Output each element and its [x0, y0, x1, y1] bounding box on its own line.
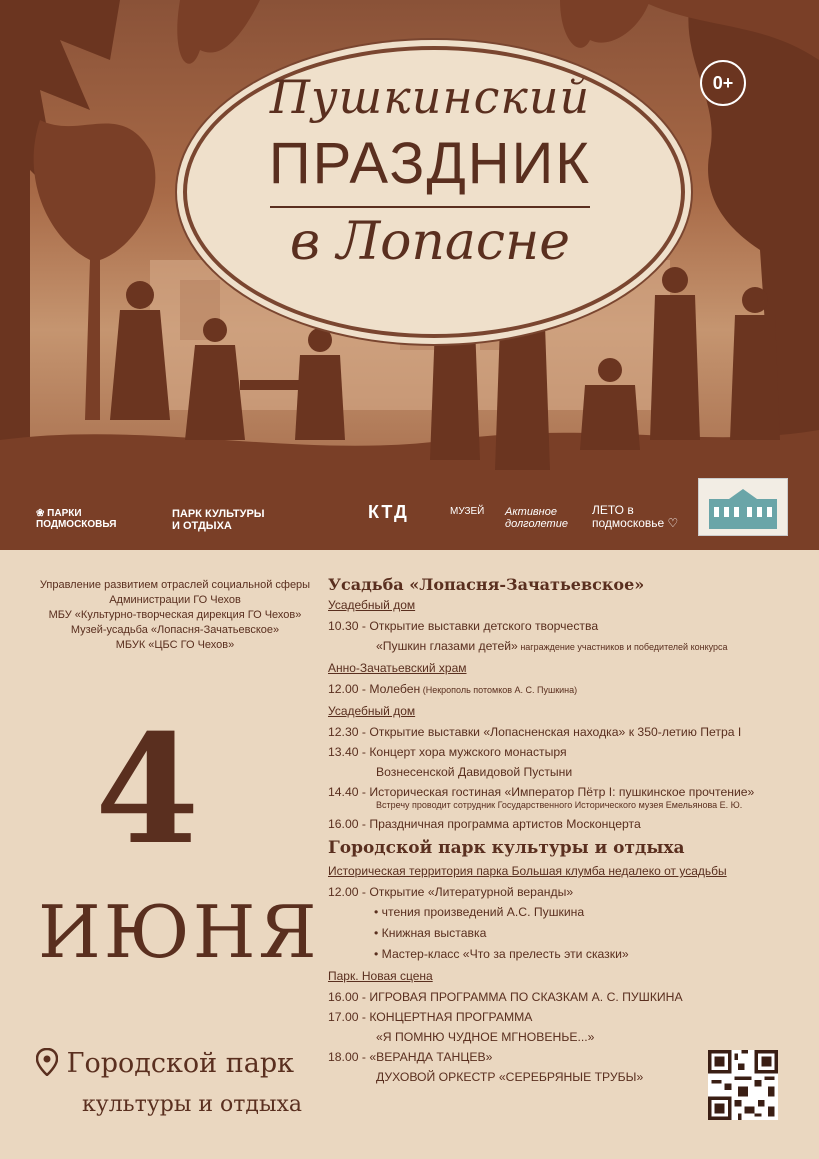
organizer-line: Администрации ГО Чехов — [109, 594, 241, 606]
location-line-1 — [36, 1048, 294, 1079]
bullet-item: • чтения произведений А.С. Пушкина — [374, 905, 585, 919]
section1-venue: Анно-Зачатьевский храм — [328, 661, 467, 675]
title-line-3: в Лопасне — [289, 212, 571, 272]
location-pin-icon — [36, 1048, 58, 1076]
heart-icon: ♡ — [667, 516, 679, 530]
qr-code[interactable] — [708, 1050, 778, 1120]
organizer-line: МБУК «ЦБС ГО Чехов» — [115, 639, 235, 651]
title-line-2: ПРАЗДНИК — [268, 131, 592, 196]
event-text: 12.00 - Молебен — [328, 682, 421, 696]
section2-venue: Парк. Новая сцена — [328, 969, 433, 983]
bullet-item: • Мастер-класс «Что за прелесть эти сказки» — [374, 947, 629, 961]
organizer-line: Музей-усадьба «Лопасня-Зачатьевское» — [70, 624, 280, 636]
section1-title: Усадьба «Лопасня-Зачатьевское» — [328, 575, 645, 594]
parks-logo-text: ПАРКИ ПОДМОСКОВЬЯ — [36, 508, 117, 530]
section2-venue: Историческая территория парка Большая клумба недалеко от усадьбы — [328, 864, 727, 878]
park-culture-logo-text: ПАРК КУЛЬТУРЫ И ОТДЫХА — [172, 508, 265, 532]
event-row: 17.00 - КОНЦЕРТНАЯ ПРОГРАММА — [328, 1010, 533, 1024]
event-note: (Некрополь потомков А. С. Пушкина) — [420, 685, 578, 695]
event-row-cont: Вознесенской Давидовой Пустыни — [376, 765, 573, 779]
organizer-line: Управление развитием отраслей социальной сферы — [39, 579, 311, 591]
event-row: 16.00 - ИГРОВАЯ ПРОГРАММА ПО СКАЗКАМ А. С. ПУШКИНА — [328, 990, 683, 1004]
organizer-line: МБУ «Культурно-творческая дирекция ГО Чехов» — [48, 609, 302, 621]
age-rating-badge: 0+ — [700, 60, 746, 106]
location-line-2: культуры и отдыха — [82, 1092, 302, 1117]
event-row: 12.00 - Открытие «Литературной веранды» — [328, 885, 574, 899]
museum-logo — [450, 506, 484, 517]
section1-venue: Усадебный дом — [328, 598, 416, 612]
section2-title: Городской парк культуры и отдыха — [328, 838, 685, 858]
active-longevity-logo — [505, 506, 575, 530]
event-row: 13.40 - Концерт хора мужского монастыря — [328, 745, 567, 759]
ktd-logo-text: КТД — [368, 502, 409, 522]
title-divider — [270, 206, 590, 208]
ktd-logo — [368, 502, 409, 523]
leaf-icon: ❀ — [36, 508, 48, 519]
title-line-1: Пушкинский — [269, 70, 591, 124]
event-row: 14.40 - Историческая гостиная «Император Пётр I: пушкинское прочтение» — [328, 785, 755, 799]
event-row: 18.00 - «ВЕРАНДА ТАНЦЕВ» — [328, 1050, 493, 1064]
organizers-list — [30, 578, 320, 653]
estate-building-icon — [699, 479, 787, 535]
active-logo-text: Активное долголетие — [505, 506, 568, 530]
location-line-1-text: Городской парк — [66, 1048, 294, 1079]
event-detail: «Пушкин глазами детей» — [376, 639, 518, 653]
section1-venue: Усадебный дом — [328, 704, 416, 718]
event-row: 16.00 - Праздничная программа артистов Москонцерта — [328, 817, 641, 831]
event-note: награждение участников и победителей конкурса — [517, 642, 728, 652]
museum-estate-image — [698, 478, 788, 536]
summer-logo-text: ЛЕТО в подмосковье — [592, 503, 665, 530]
summer-logo — [592, 504, 682, 530]
program-schedule — [328, 575, 798, 1087]
event-row — [328, 679, 798, 700]
event-row-cont: «Я ПОМНЮ ЧУДНОЕ МГНОВЕНЬЕ...» — [376, 1030, 595, 1044]
park-culture-logo — [172, 508, 272, 532]
bullet-item: • Книжная выставка — [374, 926, 487, 940]
event-row: 10.30 - Открытие выставки детского творчества — [328, 619, 599, 633]
event-month: ИЮНЯ — [38, 890, 320, 974]
event-day: 4 — [95, 702, 200, 878]
header-illustration — [0, 0, 819, 550]
event-row-cont: ДУХОВОЙ ОРКЕСТР «СЕРЕБРЯНЫЕ ТРУБЫ» — [376, 1070, 644, 1084]
qr-code-icon — [708, 1050, 778, 1120]
event-row-cont — [328, 636, 798, 657]
parks-logo — [36, 508, 156, 530]
event-row: 12.30 - Открытие выставки «Лопасненская находка» к 350-летию Петра I — [328, 725, 742, 739]
museum-logo-text: МУЗЕЙ — [450, 506, 485, 517]
event-note: Встречу проводит сотрудник Государственного Исторического музея Емельянова Е. Ю. — [376, 800, 743, 810]
